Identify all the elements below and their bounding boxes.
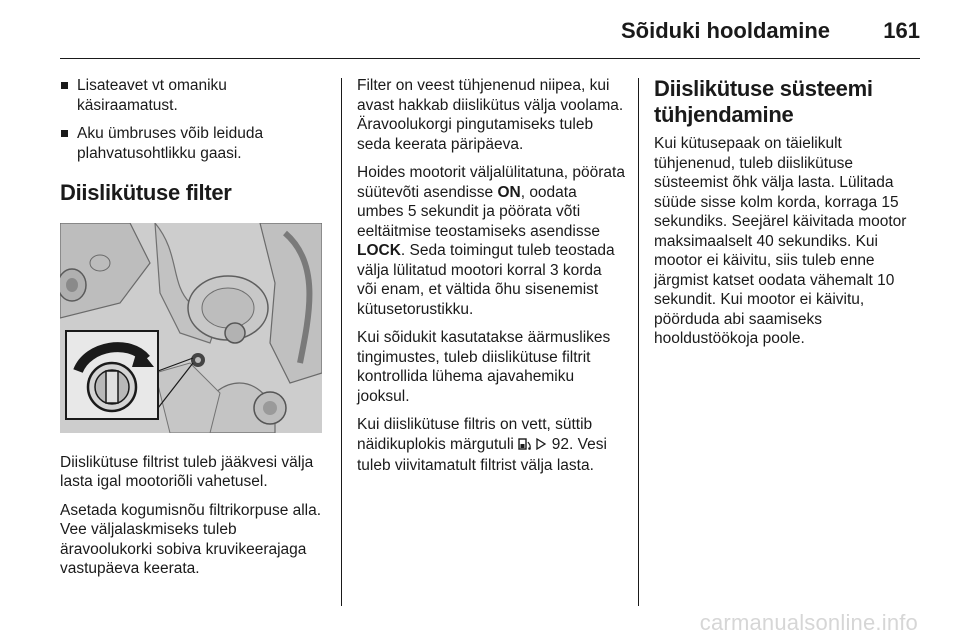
running-title: Sõiduki hooldamine [620,18,830,43]
section-heading-system-bleeding: Diislikütuse süsteemi tühjendamine [654,76,873,127]
bullet-square-icon [61,130,68,137]
page-number: 161 [883,18,920,43]
paragraph: Filter on veest tühjenenud niipea, kui avast hakkab diislikütus välja voolama. Äravoolukorgi pingutamiseks tuleb seda keerata päripäeva. [357,77,624,153]
paragraph: Kui sõidukit kasutatakse äärmuslikes tingimustes, tuleb diislikütuse filtrit kontrollida lühema ajavahemiku jooksul. [357,329,611,405]
column-3 [654,76,922,358]
bullet-list [60,76,328,163]
header-rule [60,58,920,59]
bullet-square-icon [61,82,68,89]
bullet-item: Aku ümbruses võib leiduda plahvatusohtlikku gaasi. [60,124,328,163]
section-heading-fuel-filter: Diislikütuse filter [60,180,232,205]
column-1 [60,76,328,588]
page-header [60,0,920,58]
bullet-item: Lisateavet vt omaniku käsiraamatust. [60,76,328,115]
paragraph: Kui kütusepaak on täielikult tühjenenud, tuleb diislikütuse süsteemist õhk välja lasta. Lülitada süüde sisse kolm korda, korraga 15 sekundiks. Seejärel käivitada mootor maksimaalselt 40 sekundiks. Kui mootor ei käivitu, siis tuleb enne järgmist katset oodata vähemalt 10 sekundit. Kui mootor ei käivitu, pöörduda abi saamiseks hooldustöökoja poole. [654,135,907,347]
column-divider-1 [341,78,342,606]
page-reference-icon [536,437,547,457]
paragraph: Kui diislikütuse filtris on vett, süttib näidikuplokis märgutuli 92. Vesi tuleb viivitamatult filtrist välja lasta. [357,416,607,474]
watermark: carmanualsonline.info [699,610,918,635]
paragraph: Asetada kogumisnõu filtrikorpuse alla. Vee väljalaskmiseks tuleb äravoolukorki sobiva kruvikeerajaga vastupäeva keerata. [60,501,322,577]
water-in-fuel-icon [518,437,532,457]
fuel-filter-illustration [60,223,322,433]
key-position-lock: LOCK [357,242,401,259]
page-reference: 92 [551,435,569,453]
column-2 [357,76,625,485]
paragraph: Hoides mootorit väljalülitatuna, pöörata süütevõti asendisse ON, oodata umbes 5 sekundit ja pöörata võti eeltäitmise teostamiseks asendisse LOCK. Seda toimingut tuleb teostada välja lülitatud mootori korral 3 korda või enam, et vältida õhu sisenemist kütusetorustikku. [357,164,625,318]
key-position-on: ON [497,183,521,201]
column-divider-2 [638,78,639,606]
paragraph: Diislikütuse filtrist tuleb jääkvesi välja lasta igal mootoriõli vahetusel. [60,453,314,490]
